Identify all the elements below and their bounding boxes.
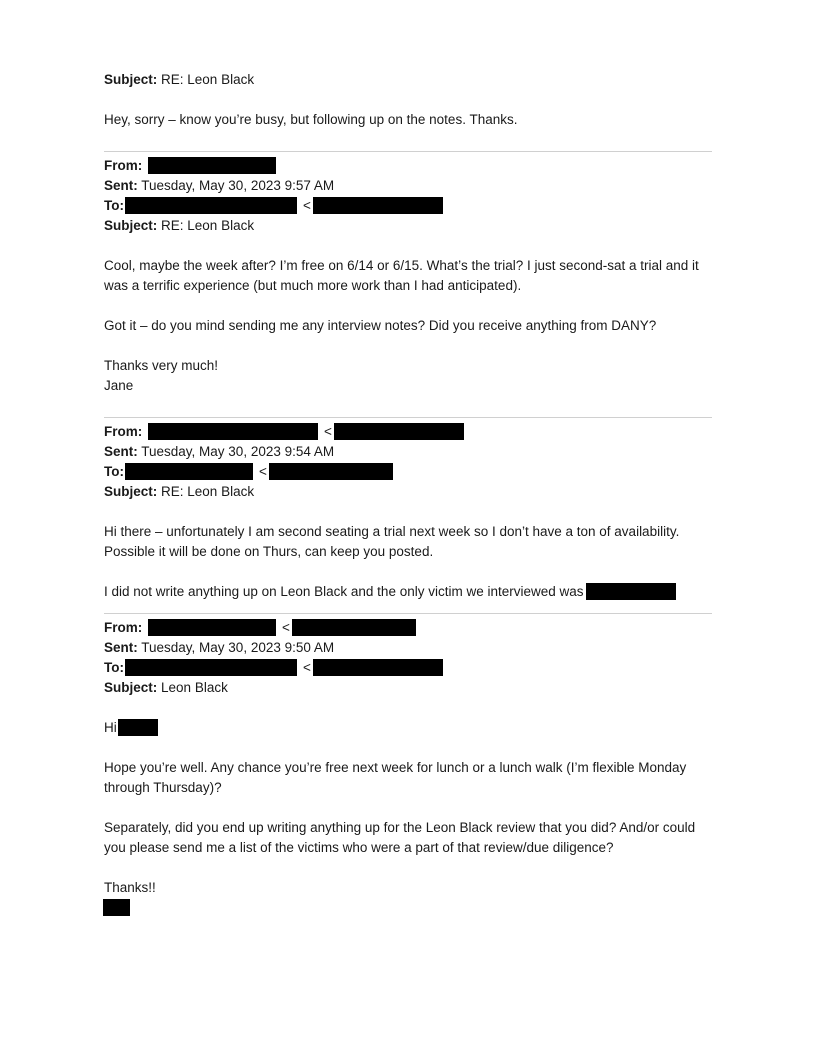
subject-label: Subject: — [104, 680, 158, 695]
to-label: To: — [104, 464, 124, 479]
from-label: From: — [104, 424, 143, 439]
sent-label: Sent: — [104, 178, 138, 193]
lt-symbol: < — [303, 660, 311, 675]
redaction-block — [292, 619, 416, 636]
email1-body-line: was a terrific experience (but much more work than I had anticipated). — [104, 278, 522, 293]
email-divider — [104, 613, 712, 614]
lt-symbol: < — [324, 424, 332, 439]
email1-from-line — [104, 156, 712, 176]
email0-body: Hey, sorry – know you’re busy, but following up on the notes. Thanks. — [104, 112, 518, 127]
redaction-block — [103, 899, 130, 916]
email3-sent: Tuesday, May 30, 2023 9:50 AM — [141, 640, 335, 655]
from-label: From: — [104, 158, 143, 173]
email2-from-line — [104, 422, 712, 442]
email1-subject: RE: Leon Black — [161, 218, 255, 233]
subject-label: Subject: — [104, 484, 158, 499]
email3-body-line: Separately, did you end up writing anything up for the Leon Black review that you did? And/or could — [104, 820, 696, 835]
email2-body-line: Hi there – unfortunately I am second seating a trial next week so I don’t have a ton of availability. — [104, 524, 680, 539]
email1-sent-line — [104, 176, 712, 196]
email2-sent-line — [104, 442, 712, 462]
redaction-block — [148, 157, 276, 174]
email2-victim-text: I did not write anything up on Leon Black and the only victim we interviewed was — [104, 584, 584, 599]
redaction-block — [125, 197, 297, 214]
lt-symbol: < — [282, 620, 290, 635]
email3-to-line — [104, 658, 712, 678]
redaction-block — [334, 423, 464, 440]
email2-subject-line — [104, 482, 712, 502]
redaction-block — [148, 619, 276, 636]
email2-subject: RE: Leon Black — [161, 484, 255, 499]
redaction-block — [148, 423, 318, 440]
redaction-block — [125, 659, 297, 676]
sent-label: Sent: — [104, 640, 138, 655]
email2-body-line: Possible it will be done on Thurs, can keep you posted. — [104, 544, 434, 559]
subject-label: Subject: — [104, 72, 158, 87]
email1-subject-line — [104, 216, 712, 236]
email3-subject: Leon Black — [161, 680, 228, 695]
email1-signature: Jane — [104, 378, 134, 393]
email-thread — [104, 70, 712, 918]
lt-symbol: < — [259, 464, 267, 479]
email3-body-line: you please send me a list of the victims who were a part of that review/due diligence? — [104, 840, 614, 855]
redaction-block — [118, 719, 158, 736]
email-divider — [104, 417, 712, 418]
lt-symbol: < — [303, 198, 311, 213]
email3-subject-line — [104, 678, 712, 698]
email3-greeting-line — [104, 718, 712, 738]
redaction-block — [125, 463, 253, 480]
subject-label: Subject: — [104, 218, 158, 233]
email2-sent: Tuesday, May 30, 2023 9:54 AM — [141, 444, 335, 459]
email3-body-line: through Thursday)? — [104, 780, 222, 795]
redaction-block — [313, 197, 443, 214]
email3-greeting: Hi — [104, 720, 117, 735]
email-divider — [104, 151, 712, 152]
email0-subject: RE: Leon Black — [161, 72, 255, 87]
to-label: To: — [104, 660, 124, 675]
redaction-block — [269, 463, 393, 480]
email0-subject-line — [104, 70, 712, 90]
email1-to-line — [104, 196, 712, 216]
email3-from-line — [104, 618, 712, 638]
redaction-block — [586, 583, 676, 600]
email3-body-line: Hope you’re well. Any chance you’re free next week for lunch or a lunch walk (I’m flexible Monday — [104, 760, 687, 775]
email1-closing: Thanks very much! — [104, 358, 219, 373]
sent-label: Sent: — [104, 444, 138, 459]
from-label: From: — [104, 620, 143, 635]
email3-sent-line — [104, 638, 712, 658]
email1-body-line: Got it – do you mind sending me any interview notes? Did you receive anything from DANY? — [104, 318, 657, 333]
email2-body-line — [104, 582, 712, 602]
redaction-block — [313, 659, 443, 676]
email3-closing: Thanks!! — [104, 880, 156, 895]
email2-to-line — [104, 462, 712, 482]
email1-sent: Tuesday, May 30, 2023 9:57 AM — [141, 178, 335, 193]
email1-body-line: Cool, maybe the week after? I’m free on 6/14 or 6/15. What’s the trial? I just second-sat a trial and it — [104, 258, 699, 273]
to-label: To: — [104, 198, 124, 213]
email3-signature-line — [104, 898, 712, 918]
